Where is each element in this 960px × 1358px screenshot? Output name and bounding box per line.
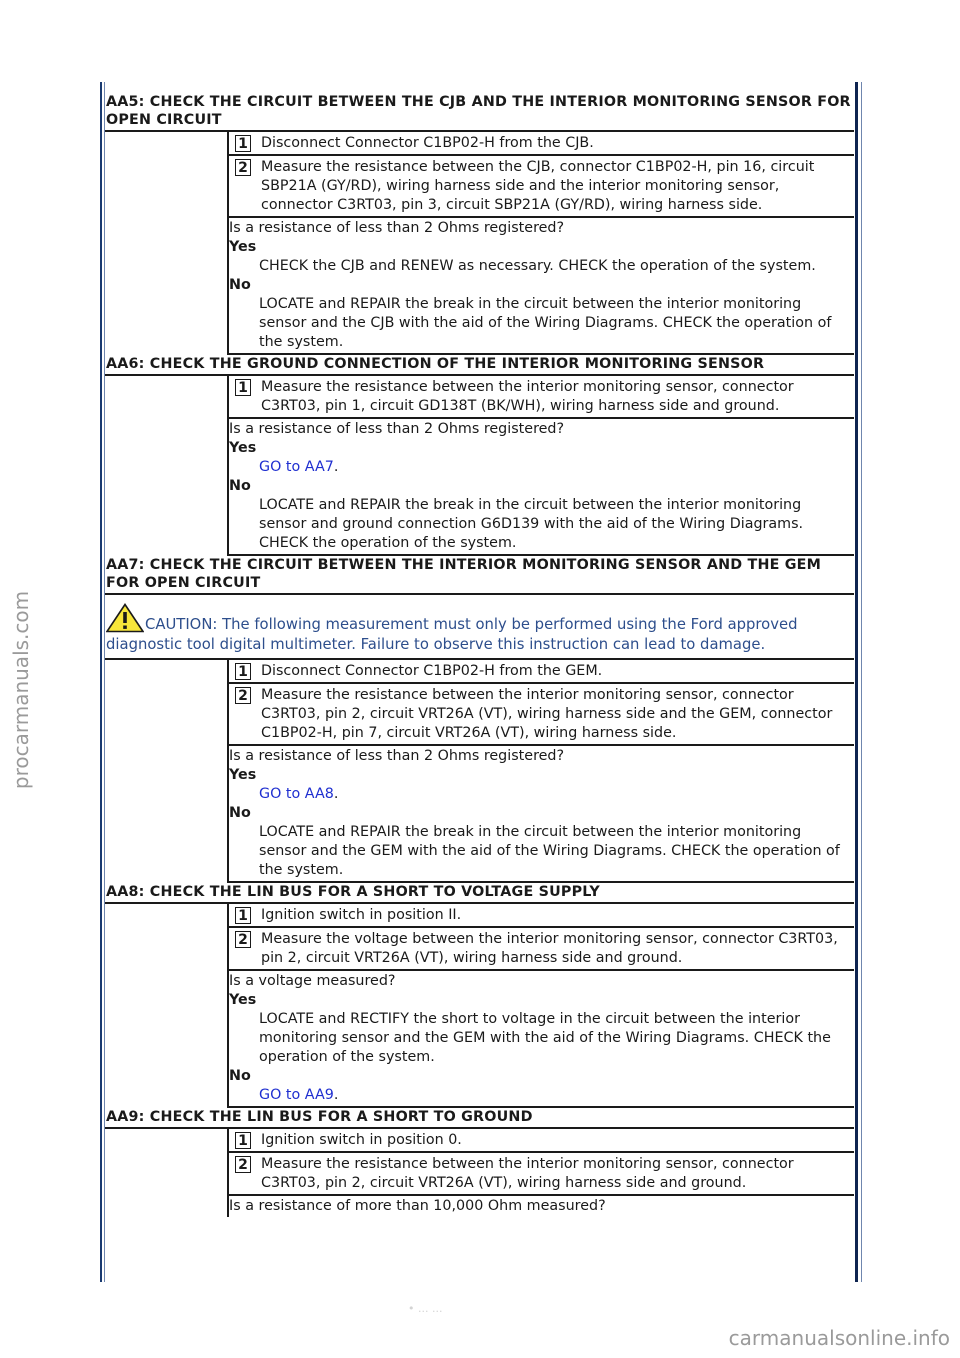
question-text: Is a resistance of less than 2 Ohms registered? [229,748,565,764]
section-body-aa7 [105,660,854,883]
step-text: Disconnect Connector C1BP02-H from the CJB. [261,135,594,151]
question-text: Is a resistance of less than 2 Ohms registered? [229,220,565,236]
question-answer [229,1196,854,1217]
diagnostic-procedure [105,93,854,1217]
left-border-line [100,82,102,1282]
go-to-aa8-link[interactable]: GO to AA8 [259,786,334,802]
question-text: Is a resistance of more than 10,000 Ohm measured? [229,1198,606,1214]
step-number: 1 [235,135,251,152]
caution-text: CAUTION: The following measurement must only be performed using the Ford approved diagnostic tool digital multimeter. Failure to observe this instruction can lead to damage. [106,616,798,653]
step-number: 1 [235,379,251,396]
no-label: No [229,478,251,494]
step-text: Ignition switch in position 0. [261,1132,462,1148]
go-to-aa7-link[interactable]: GO to AA7 [259,459,334,475]
step-text: Ignition switch in position II. [261,907,462,923]
question-answer [229,971,854,1108]
step-row [229,1153,854,1196]
yes-answer: GO to AA7. [259,459,339,475]
section-body-aa5 [105,132,854,355]
bottom-watermark: carmanualsonline.info [728,1326,950,1350]
no-answer: LOCATE and REPAIR the break in the circuit between the interior monitoring sensor and ground connection G6D139 with the aid of the Wiring Diagrams. CHECK the operation of the system. [259,497,804,551]
section-body-aa9 [105,1129,854,1217]
step-row [229,684,854,746]
no-label: No [229,277,251,293]
step-row [229,928,854,971]
step-row [229,156,854,218]
question-text: Is a voltage measured? [229,973,396,989]
step-number: 2 [235,159,251,176]
no-label: No [229,1068,251,1084]
step-row [229,904,854,928]
right-border-line-outer [861,82,862,1282]
step-text: Measure the resistance between the interior monitoring sensor, connector C3RT03, pin 2, circuit VRT26A (VT), wiring harness side and ground. [261,1156,794,1191]
yes-answer: CHECK the CJB and RENEW as necessary. CHECK the operation of the system. [259,258,816,274]
yes-label: Yes [229,440,257,456]
step-number: 1 [235,907,251,924]
section-heading-aa8: AA8: CHECK THE LIN BUS FOR A SHORT TO VOLTAGE SUPPLY [105,883,854,904]
step-text: Measure the resistance between the interior monitoring sensor, connector C3RT03, pin 2, circuit VRT26A (VT), wiring harness side and the GEM, connector C1BP02-H, pin 7, circuit VRT26A (VT), wiring harness side. [261,687,833,741]
step-number: 1 [235,1132,251,1149]
question-answer [229,218,854,355]
section-heading-aa7: AA7: CHECK THE CIRCUIT BETWEEN THE INTERIOR MONITORING SENSOR AND THE GEM FOR OPEN CIRCUIT [105,556,854,595]
question-text: Is a resistance of less than 2 Ohms registered? [229,421,565,437]
no-answer: GO to AA9. [259,1087,339,1103]
step-number: 2 [235,931,251,948]
caution-note [105,595,854,660]
section-heading-aa5: AA5: CHECK THE CIRCUIT BETWEEN THE CJB AND THE INTERIOR MONITORING SENSOR FOR OPEN CIRCUIT [105,93,854,132]
yes-label: Yes [229,767,257,783]
step-number: 2 [235,1156,251,1173]
section-heading-aa9: AA9: CHECK THE LIN BUS FOR A SHORT TO GROUND [105,1108,854,1129]
no-answer: LOCATE and REPAIR the break in the circuit between the interior monitoring sensor and the CJB with the aid of the Wiring Diagrams. CHECK the operation of the system. [259,296,832,350]
section-body-aa8 [105,904,854,1108]
yes-label: Yes [229,239,257,255]
side-watermark: procarmanuals.com [9,590,33,790]
no-answer: LOCATE and REPAIR the break in the circuit between the interior monitoring sensor and the GEM with the aid of the Wiring Diagrams. CHECK the operation of the system. [259,824,840,878]
step-number: 1 [235,663,251,680]
go-to-aa9-link[interactable]: GO to AA9 [259,1087,334,1103]
step-row [229,660,854,684]
step-text: Measure the resistance between the CJB, connector C1BP02-H, pin 16, circuit SBP21A (GY/RD), wiring harness side and the interior monitoring sensor, connector C3RT03, pin 3, circuit SBP21A (GY/RD), wiring harness side. [261,159,815,213]
section-body-aa6 [105,376,854,556]
step-number: 2 [235,687,251,704]
warning-triangle-icon [106,603,144,633]
step-text: Disconnect Connector C1BP02-H from the GEM. [261,663,603,679]
no-label: No [229,805,251,821]
step-row [229,376,854,419]
question-answer [229,746,854,883]
step-text: Measure the resistance between the interior monitoring sensor, connector C3RT03, pin 1, circuit GD138T (BK/WH), wiring harness side and ground. [261,379,794,414]
question-answer [229,419,854,556]
faint-page-footer: • ... ... [408,1302,443,1315]
step-row [229,1129,854,1153]
step-text: Measure the voltage between the interior monitoring sensor, connector C3RT03, pin 2, circuit VRT26A (VT), wiring harness side and ground. [261,931,838,966]
right-border-line [855,82,858,1282]
yes-answer: GO to AA8. [259,786,339,802]
section-heading-aa6: AA6: CHECK THE GROUND CONNECTION OF THE INTERIOR MONITORING SENSOR [105,355,854,376]
yes-answer: LOCATE and RECTIFY the short to voltage in the circuit between the interior monitoring sensor and the GEM with the aid of the Wiring Diagrams. CHECK the operation of the system. [259,1011,831,1065]
yes-label: Yes [229,992,257,1008]
step-row [229,132,854,156]
